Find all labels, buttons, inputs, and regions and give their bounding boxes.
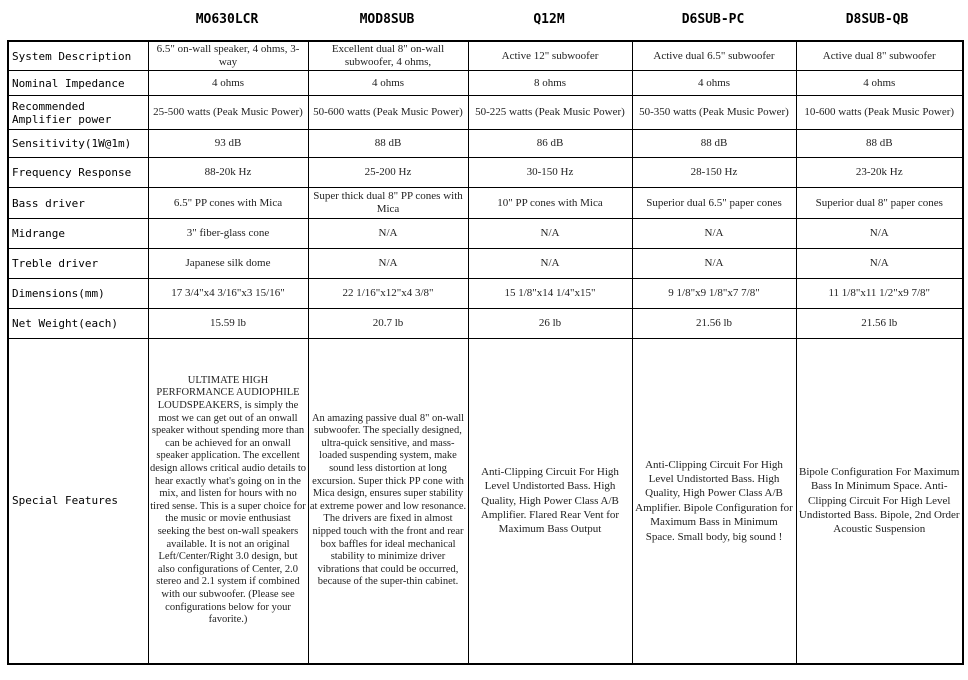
table-cell: 6.5" on-wall speaker, 4 ohms, 3-way [148,41,308,71]
table-cell: Super thick dual 8" PP cones with Mica [308,188,468,219]
table-cell: 86 dB [468,130,632,158]
row-label-frequency-response: Frequency Response [8,158,148,188]
table-cell: Superior dual 6.5" paper cones [632,188,796,219]
table-cell: 4 ohms [308,71,468,96]
table-cell: N/A [632,249,796,279]
table-row-midrange [8,219,963,249]
table-cell: 11 1/8"x11 1/2"x9 7/8" [796,279,963,309]
table-cell: Anti-Clipping Circuit For High Level Undistorted Bass. High Quality, High Power Class A/B Amplifier. Bipole Configuration for Maximum Bass in Minimum Space. Small body, big sound ! [632,339,796,664]
row-label-nominal-impedance: Nominal Impedance [8,71,148,96]
table-row-system-description [8,41,963,71]
table-cell: Japanese silk dome [148,249,308,279]
table-cell: Superior dual 8" paper cones [796,188,963,219]
table-cell: 50-225 watts (Peak Music Power) [468,96,632,130]
table-cell: Active 12" subwoofer [468,41,632,71]
table-cell: N/A [796,219,963,249]
table-cell: 20.7 lb [308,309,468,339]
table-row-frequency-response [8,158,963,188]
table-row-nominal-impedance [8,71,963,96]
table-cell: N/A [308,249,468,279]
table-row-recommended-amplifier-power [8,96,963,130]
column-header-row [0,0,968,40]
table-cell: 88 dB [308,130,468,158]
table-cell: 88-20k Hz [148,158,308,188]
table-cell: 10-600 watts (Peak Music Power) [796,96,963,130]
table-row-net-weight [8,309,963,339]
row-label-net-weight: Net Weight(each) [8,309,148,339]
table-cell: N/A [796,249,963,279]
column-header-d8sub-qb: D8SUB-QB [845,12,909,27]
table-row-treble-driver [8,249,963,279]
table-cell: N/A [468,249,632,279]
table-cell: 88 dB [632,130,796,158]
table-cell: 50-350 watts (Peak Music Power) [632,96,796,130]
row-label-recommended-amplifier-power: Recommended Amplifier power [8,96,148,130]
table-cell: 10" PP cones with Mica [468,188,632,219]
table-cell: 22 1/16"x12"x4 3/8" [308,279,468,309]
column-header-mod8sub: MOD8SUB [359,12,415,27]
table-cell: 4 ohms [796,71,963,96]
table-cell: 9 1/8"x9 1/8"x7 7/8" [632,279,796,309]
table-cell: Active dual 6.5" subwoofer [632,41,796,71]
table-cell: 21.56 lb [632,309,796,339]
table-cell: 28-150 Hz [632,158,796,188]
table-cell: N/A [308,219,468,249]
table-cell: Excellent dual 8" on-wall subwoofer, 4 ohms, [308,41,468,71]
table-cell: 88 dB [796,130,963,158]
table-cell: 21.56 lb [796,309,963,339]
table-cell: 6.5" PP cones with Mica [148,188,308,219]
table-cell: 3" fiber-glass cone [148,219,308,249]
row-label-dimensions: Dimensions(mm) [8,279,148,309]
table-cell: 4 ohms [632,71,796,96]
row-label-special-features: Special Features [8,339,148,664]
table-cell: 25-200 Hz [308,158,468,188]
table-cell: 25-500 watts (Peak Music Power) [148,96,308,130]
table-row-dimensions [8,279,963,309]
column-header-q12m: Q12M [533,12,565,27]
table-row-bass-driver [8,188,963,219]
row-label-midrange: Midrange [8,219,148,249]
table-cell: 8 ohms [468,71,632,96]
table-cell: 17 3/4"x4 3/16"x3 15/16" [148,279,308,309]
table-cell: 15 1/8"x14 1/4"x15" [468,279,632,309]
row-label-system-description: System Description [8,41,148,71]
table-cell: 93 dB [148,130,308,158]
table-cell: 30-150 Hz [468,158,632,188]
table-row-special-features [8,339,963,664]
table-cell: 50-600 watts (Peak Music Power) [308,96,468,130]
table-cell: N/A [632,219,796,249]
table-cell: 26 lb [468,309,632,339]
column-header-d6sub-pc: D6SUB-PC [681,12,745,27]
table-cell: ULTIMATE HIGH PERFORMANCE AUDIOPHILE LOUDSPEAKERS, is simply the most we can get out of an onwall speaker without spending more than can be achieved for an onwall speaker application. The excellent design allows critical audio details to hear exactly what's going on in the mix, and listen for hours with no tired sense. This is a super choice for the music or movie enthusiast seeking the best on-wall speakers available. It is not an original Left/Center/Right 3.0 design, but also configurations of Center, 2.0 stereo and 2.1 system if combined with our subwoofer. (Please see configurations below for your favorite.) [148,339,308,664]
table-cell: 23-20k Hz [796,158,963,188]
row-label-treble-driver: Treble driver [8,249,148,279]
table-cell: 4 ohms [148,71,308,96]
table-row-sensitivity [8,130,963,158]
row-label-bass-driver: Bass driver [8,188,148,219]
table-cell: 15.59 lb [148,309,308,339]
specification-table [7,40,964,665]
table-cell: Bipole Configuration For Maximum Bass In Minimum Space. Anti-Clipping Circuit For High Level Undistorted Bass. Bipole, 2nd Order Acoustic Suspension [796,339,963,664]
table-cell: Anti-Clipping Circuit For High Level Undistorted Bass. High Quality, High Power Class A/B Amplifier. Flared Rear Vent for Maximum Bass Output [468,339,632,664]
table-cell: N/A [468,219,632,249]
table-cell: Active dual 8" subwoofer [796,41,963,71]
row-label-sensitivity: Sensitivity(1W@1m) [8,130,148,158]
table-cell: An amazing passive dual 8" on-wall subwoofer. The specially designed, ultra-quick sensitive, and mass-loaded suspending system, make sound less distortion at long excursion. Super thick PP cone with Mica design, ensures super stability at extreme power and low resonance. The drivers are fixed in almost nipped touch with the front and rear box baffles for ideal mechanical stability to minimize driver vibrations that could be occurred, because of the super-thin cabinet. [308,339,468,664]
column-header-mo630lcr: MO630LCR [195,12,259,27]
